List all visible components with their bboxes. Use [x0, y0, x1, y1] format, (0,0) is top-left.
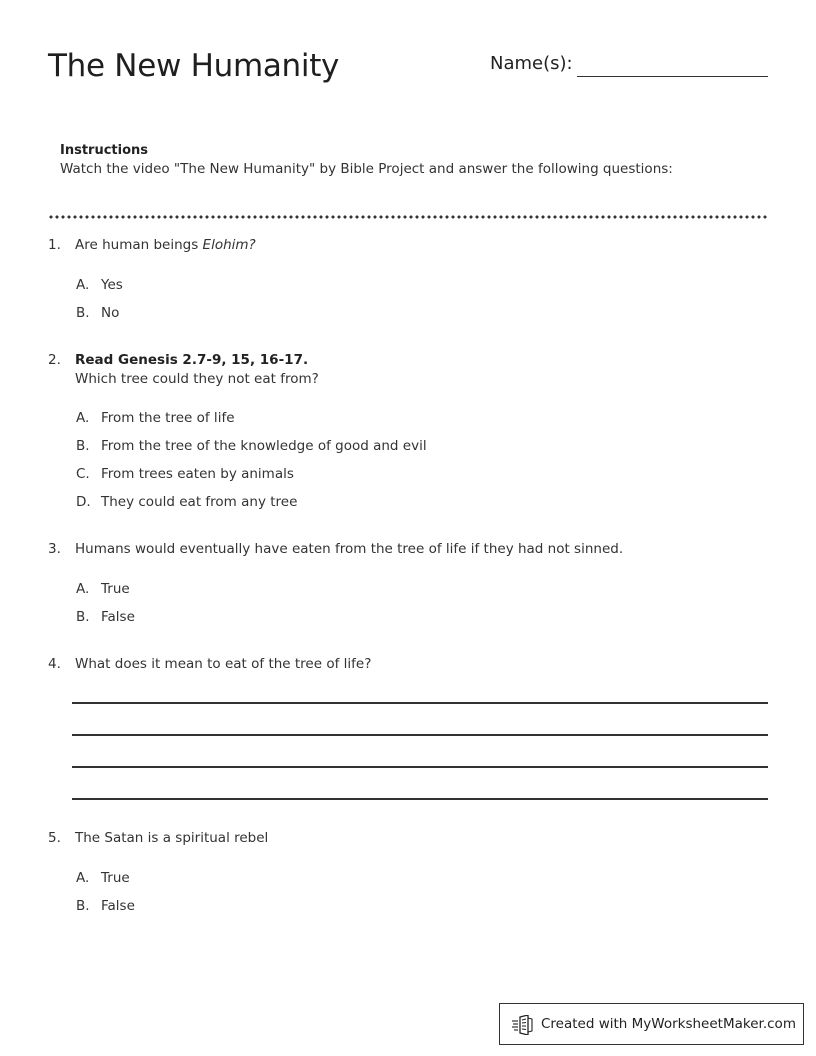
option-letter: A.	[76, 410, 90, 426]
question-number: 5.	[48, 830, 61, 846]
option-letter: B.	[76, 898, 90, 914]
option-text[interactable]: They could eat from any tree	[101, 494, 298, 510]
question-text	[75, 237, 256, 253]
option-letter: A.	[76, 277, 90, 293]
instructions-text: Watch the video "The New Humanity" by Bible Project and answer the following questions:	[60, 161, 673, 177]
option-letter: C.	[76, 466, 90, 482]
option-text[interactable]: No	[101, 305, 120, 321]
footer-credit[interactable]	[499, 1003, 804, 1045]
option-text[interactable]: True	[101, 581, 130, 597]
option-text[interactable]: False	[101, 609, 135, 625]
question-number: 2.	[48, 352, 61, 368]
answer-line[interactable]	[72, 766, 768, 768]
name-field-line[interactable]	[577, 76, 768, 77]
question-text: Humans would eventually have eaten from the tree of life if they had not sinned.	[75, 541, 624, 557]
instructions-title: Instructions	[60, 143, 149, 158]
option-letter: B.	[76, 305, 90, 321]
option-text[interactable]: From the tree of life	[101, 410, 235, 426]
dotted-divider	[48, 214, 768, 220]
option-letter: D.	[76, 494, 91, 510]
option-letter: A.	[76, 581, 90, 597]
question-number: 3.	[48, 541, 61, 557]
answer-line[interactable]	[72, 798, 768, 800]
question-text: Which tree could they not eat from?	[75, 371, 319, 387]
reading-reference: Read Genesis 2.7-9, 15, 16-17.	[75, 352, 309, 368]
name-label: Name(s):	[490, 53, 573, 74]
option-letter: A.	[76, 870, 90, 886]
question-text-emphasis: Elohim?	[202, 237, 256, 253]
question-text-bold	[75, 352, 308, 368]
question-number: 1.	[48, 237, 61, 253]
answer-line[interactable]	[72, 734, 768, 736]
question-text-plain: Are human beings	[75, 237, 203, 253]
option-text[interactable]: True	[101, 870, 130, 886]
option-text[interactable]: From trees eaten by animals	[101, 466, 294, 482]
question-text: What does it mean to eat of the tree of life?	[75, 656, 372, 672]
question-number: 4.	[48, 656, 61, 672]
footer-text[interactable]: Created with MyWorksheetMaker.com	[541, 1016, 796, 1032]
option-text[interactable]: Yes	[101, 277, 123, 293]
worksheet-logo-icon	[512, 1015, 534, 1035]
answer-line[interactable]	[72, 702, 768, 704]
question-text: The Satan is a spiritual rebel	[75, 830, 269, 846]
page-title: The New Humanity	[48, 48, 340, 84]
option-text[interactable]: From the tree of the knowledge of good and evil	[101, 438, 427, 454]
option-letter: B.	[76, 609, 90, 625]
option-letter: B.	[76, 438, 90, 454]
option-text[interactable]: False	[101, 898, 135, 914]
